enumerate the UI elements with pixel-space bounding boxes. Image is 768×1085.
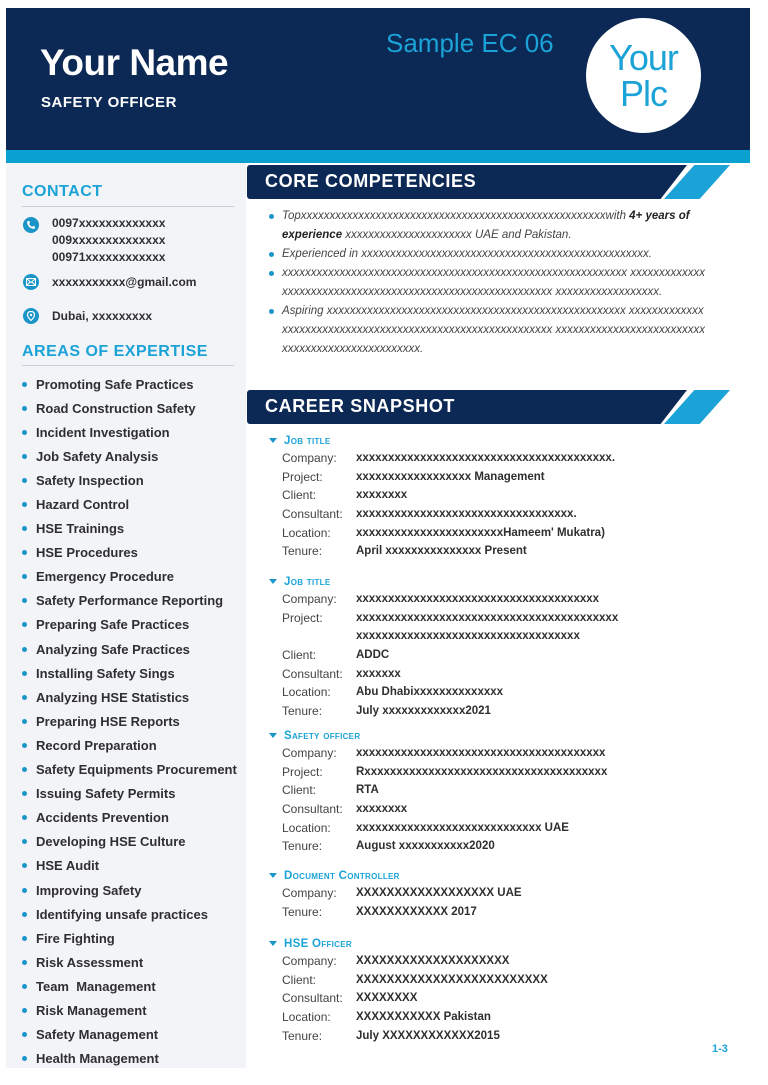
competency-item xyxy=(269,245,709,264)
job-title xyxy=(269,867,522,884)
detail-label: Project: xyxy=(282,469,323,484)
triangle-bullet-icon xyxy=(269,941,277,946)
detail-value: xxxxxxx xyxy=(356,667,401,680)
detail-value: ADDC xyxy=(356,649,390,662)
bullet-icon xyxy=(269,214,274,219)
bullet-icon xyxy=(22,960,27,965)
competency-emphasis: 4+ years of experience xyxy=(282,210,690,241)
detail-label: Tenure: xyxy=(282,904,323,919)
expertise-label: Record Preparation xyxy=(36,737,157,753)
detail-label: Tenure: xyxy=(282,544,323,559)
bullet-icon xyxy=(22,839,27,844)
detail-label: Client: xyxy=(282,488,317,503)
bullet-icon xyxy=(22,478,27,483)
expertise-label: Emergency Procedure xyxy=(36,569,175,585)
header-accent-stripe xyxy=(6,150,750,163)
job-detail-row xyxy=(269,468,615,487)
bullet-icon xyxy=(22,454,27,459)
detail-label: Company: xyxy=(282,451,337,466)
bullet-icon xyxy=(22,767,27,772)
expertise-item xyxy=(22,589,246,613)
detail-value: xxxxxxxxxxxxxxxxxxxxxxxxxxxxxxxxxxxxxxx xyxy=(356,747,606,760)
expertise-label: Preparing HSE Reports xyxy=(36,713,180,729)
expertise-heading: AREAS OF EXPERTISE xyxy=(22,343,208,360)
detail-value: xxxxxxxxxxxxxxxxxxxxxxxxxxxxxxxxxxxxxx xyxy=(356,593,600,606)
detail-label: Client: xyxy=(282,648,317,663)
competency-item xyxy=(269,264,709,302)
job-title xyxy=(269,432,615,449)
expertise-label: Hazard Control xyxy=(36,497,130,513)
logo-line-2: Plc xyxy=(619,72,667,114)
bullet-icon xyxy=(22,888,27,893)
expertise-label: HSE Audit xyxy=(36,858,100,874)
expertise-item xyxy=(22,637,246,661)
phone-icon xyxy=(23,217,39,233)
competency-text: xxxxxxxxxxxxxxxxxxxxxx UAE and Pakistan. xyxy=(342,229,572,241)
bullet-icon xyxy=(269,309,274,314)
bullet-icon xyxy=(22,1008,27,1013)
resume-page xyxy=(6,8,750,1068)
divider xyxy=(22,206,234,207)
expertise-label: Safety Equipments Procurement xyxy=(36,762,237,778)
bullet-icon xyxy=(22,912,27,917)
job-title-text: HSE Officer xyxy=(284,937,352,950)
competency-text: xxxxxxxxxxxxxxxxxxxxxxxxxxxxxxxxxxxxxxxxxxxxxxxxxxxxxxxxxxxx xxxxxxxxxxxxxxxxxxxxxxxxxxxxxxxxxxxxxxxxxxxxxxxxxxxxxxxxxxxx xxxxxxxxxxxxxxxxxx. xyxy=(282,267,705,298)
location-pin-icon xyxy=(23,308,39,324)
expertise-label: Analyzing HSE Statistics xyxy=(36,689,190,705)
job-detail-row xyxy=(269,486,615,505)
detail-label: Consultant: xyxy=(282,666,343,681)
job-entry xyxy=(269,432,615,561)
job-detail-row xyxy=(269,664,618,683)
detail-value: July XXXXXXXXXXXX2015 xyxy=(356,1029,500,1042)
bullet-icon xyxy=(22,502,27,507)
detail-value: April xxxxxxxxxxxxxxx Present xyxy=(356,545,527,558)
contact-heading: CONTACT xyxy=(22,183,103,200)
detail-value: XXXXXXXXXXXXXXXXXX UAE xyxy=(356,887,522,900)
bullet-icon xyxy=(22,647,27,652)
detail-value: xxxxxxxxxxxxxxxxxxxxxxxxxxxxxxxxxxxxxxxx. xyxy=(356,452,616,465)
detail-value: XXXXXXXXXXXXXXXXXXXXXXXXX xyxy=(356,973,548,986)
bullet-icon xyxy=(22,815,27,820)
detail-value: xxxxxxxxxxxxxxxxxxxxxxxxxxxxxxxxxx. xyxy=(356,508,577,521)
job-detail-row xyxy=(269,800,607,819)
candidate-role: SAFETY OFFICER xyxy=(41,94,177,111)
job-detail-row xyxy=(269,971,548,990)
job-detail-row xyxy=(269,763,607,782)
expertise-label: Job Safety Analysis xyxy=(36,448,159,464)
competency-item xyxy=(269,207,709,245)
job-entry xyxy=(269,935,548,1045)
expertise-label: Health Management xyxy=(36,1051,159,1067)
expertise-item xyxy=(22,517,246,541)
sample-label: Sample EC 06 xyxy=(386,28,554,58)
career-snapshot-header xyxy=(247,390,687,424)
expertise-item xyxy=(22,685,246,709)
competency-text: Aspiring xxxxxxxxxxxxxxxxxxxxxxxxxxxxxxxxxxxxxxxxxxxxxxxxxxxx xxxxxxxxxxxxxxxxxxxxxxxxxxxxxxxxxxxxxxxxxxxxxxxxxxxxxxxxxxxx xxxxxxxxxxxxxxxxxxxxxxxxxxxxxxxxxxxxxxxxxxxxxxxxxx. xyxy=(282,305,705,355)
job-title-text: Job title xyxy=(284,575,331,588)
detail-label: Location: xyxy=(282,1010,331,1025)
job-detail-row xyxy=(269,449,615,468)
job-title-text: Safety officer xyxy=(284,729,361,742)
bullet-icon xyxy=(22,526,27,531)
expertise-label: Identifying unsafe practices xyxy=(36,906,208,922)
bullet-icon xyxy=(22,791,27,796)
detail-label: Project: xyxy=(282,610,323,625)
bullet-icon xyxy=(22,984,27,989)
job-detail-row xyxy=(269,590,618,609)
bullet-icon xyxy=(22,382,27,387)
detail-value: July xxxxxxxxxxxxx2021 xyxy=(356,704,491,717)
job-detail-row xyxy=(269,884,522,903)
expertise-item xyxy=(22,396,246,420)
expertise-item xyxy=(22,974,246,998)
phone-2[interactable]: 009xxxxxxxxxxxxxx xyxy=(52,233,166,247)
expertise-item xyxy=(22,468,246,492)
detail-value: xxxxxxxxxxxxxxxxxxxxxxxxxxxxxxxxxxx xyxy=(356,630,580,643)
bullet-icon xyxy=(22,719,27,724)
bullet-icon xyxy=(22,671,27,676)
expertise-label: Safety Performance Reporting xyxy=(36,593,224,609)
detail-label: Tenure: xyxy=(282,1028,323,1043)
detail-label: Project: xyxy=(282,764,323,779)
phone-1[interactable]: 0097xxxxxxxxxxxxx xyxy=(52,216,166,230)
core-competencies-list xyxy=(269,207,709,359)
bullet-icon xyxy=(22,695,27,700)
detail-label: Location: xyxy=(282,685,331,700)
detail-value: xxxxxxxxxxxxxxxxxx Management xyxy=(356,470,545,483)
detail-label: Consultant: xyxy=(282,507,343,522)
expertise-item xyxy=(22,854,246,878)
job-detail-row xyxy=(269,952,548,971)
bullet-icon xyxy=(22,430,27,435)
detail-value: RTA xyxy=(356,784,379,797)
expertise-item xyxy=(22,372,246,396)
job-title xyxy=(269,727,607,744)
logo-line-1: Your xyxy=(609,36,678,78)
bullet-icon xyxy=(22,622,27,627)
expertise-label: HSE Trainings xyxy=(36,521,125,537)
triangle-bullet-icon xyxy=(269,733,277,738)
expertise-item xyxy=(22,902,246,926)
detail-value: August xxxxxxxxxxx2020 xyxy=(356,840,495,853)
expertise-label: Safety Management xyxy=(36,1027,159,1043)
detail-value: xxxxxxxxxxxxxxxxxxxxxxxxxxxxx UAE xyxy=(356,821,569,834)
detail-value: XXXXXXXX xyxy=(356,992,418,1005)
expertise-item xyxy=(22,661,246,685)
section-title: CAREER SNAPSHOT xyxy=(265,396,456,416)
expertise-label: HSE Procedures xyxy=(36,545,138,561)
detail-value: Rxxxxxxxxxxxxxxxxxxxxxxxxxxxxxxxxxxxxxx xyxy=(356,765,608,778)
job-title-text: Document Controller xyxy=(284,869,400,882)
detail-value: XXXXXXXXXXXXXXXXXXXX xyxy=(356,955,510,968)
expertise-list xyxy=(22,372,246,1071)
detail-label: Company: xyxy=(282,592,337,607)
job-detail-row xyxy=(269,744,607,763)
detail-value: xxxxxxxxxxxxxxxxxxxxxxxxxxxxxxxxxxxxxxxxx xyxy=(356,611,619,624)
detail-label: Company: xyxy=(282,954,337,969)
bullet-icon xyxy=(22,598,27,603)
bullet-icon xyxy=(269,271,274,276)
expertise-item xyxy=(22,492,246,516)
expertise-label: Accidents Prevention xyxy=(36,810,169,826)
job-entry xyxy=(269,867,522,921)
job-detail-row xyxy=(269,683,618,702)
detail-label: Tenure: xyxy=(282,839,323,854)
job-entry xyxy=(269,727,607,856)
bullet-icon xyxy=(269,252,274,257)
location: Dubai, xxxxxxxxx xyxy=(52,309,153,323)
job-entry xyxy=(269,573,618,720)
candidate-name: Your Name xyxy=(40,42,229,83)
expertise-label: Improving Safety xyxy=(36,882,142,898)
expertise-item xyxy=(22,758,246,782)
expertise-label: Risk Management xyxy=(36,1002,147,1018)
company-logo xyxy=(586,18,701,133)
expertise-label: Incident Investigation xyxy=(36,424,170,440)
phone-numbers xyxy=(52,215,165,266)
expertise-item xyxy=(22,878,246,902)
expertise-label: Road Construction Safety xyxy=(36,400,196,416)
job-detail-row xyxy=(269,989,548,1008)
bullet-icon xyxy=(22,406,27,411)
expertise-label: Risk Assessment xyxy=(36,954,144,970)
page-number: 1-3 xyxy=(712,1043,728,1055)
detail-label: Company: xyxy=(282,886,337,901)
job-detail-row xyxy=(269,702,618,721)
email-icon xyxy=(23,274,39,290)
competency-text: Experienced in xxxxxxxxxxxxxxxxxxxxxxxxxxxxxxxxxxxxxxxxxxxxxxxxxx. xyxy=(282,248,652,260)
expertise-item xyxy=(22,1047,246,1071)
detail-label: Client: xyxy=(282,972,317,987)
job-detail-row xyxy=(269,818,607,837)
job-detail-row xyxy=(269,523,615,542)
bullet-icon xyxy=(22,574,27,579)
detail-label: Location: xyxy=(282,525,331,540)
job-detail-row xyxy=(269,903,522,922)
detail-value: Abu Dhabixxxxxxxxxxxxxx xyxy=(356,686,504,699)
expertise-item xyxy=(22,420,246,444)
expertise-item xyxy=(22,926,246,950)
expertise-item xyxy=(22,565,246,589)
competency-text: Topxxxxxxxxxxxxxxxxxxxxxxxxxxxxxxxxxxxxxxxxxxxxxxxxxxxxxwith xyxy=(282,210,630,222)
expertise-label: Preparing Safe Practices xyxy=(36,617,190,633)
job-detail-row xyxy=(269,1026,548,1045)
expertise-label: Issuing Safety Permits xyxy=(36,786,176,802)
expertise-label: Safety Inspection xyxy=(36,472,144,488)
expertise-item xyxy=(22,733,246,757)
bullet-icon xyxy=(22,1056,27,1061)
expertise-item xyxy=(22,782,246,806)
job-title-text: Job title xyxy=(284,434,331,447)
job-detail-row xyxy=(269,646,618,665)
divider xyxy=(22,365,234,366)
expertise-label: Fire Fighting xyxy=(36,930,115,946)
expertise-item xyxy=(22,950,246,974)
bullet-icon xyxy=(22,936,27,941)
expertise-label: Installing Safety Sings xyxy=(36,665,175,681)
expertise-item xyxy=(22,709,246,733)
expertise-label: Team Management xyxy=(36,978,156,994)
detail-label: Client: xyxy=(282,783,317,798)
phone-3[interactable]: 00971xxxxxxxxxxxx xyxy=(52,250,166,264)
job-detail-row xyxy=(269,837,607,856)
expertise-label: Developing HSE Culture xyxy=(36,834,186,850)
detail-value: xxxxxxxx xyxy=(356,803,408,816)
detail-label: Tenure: xyxy=(282,703,323,718)
detail-value: xxxxxxxxxxxxxxxxxxxxxxxHameem' Mukatra) xyxy=(356,526,605,539)
section-title: CORE COMPETENCIES xyxy=(265,171,477,191)
job-detail-row xyxy=(269,781,607,800)
detail-value: xxxxxxxx xyxy=(356,489,408,502)
detail-value: XXXXXXXXXXX Pakistan xyxy=(356,1011,491,1024)
job-detail-row xyxy=(269,505,615,524)
detail-label: Location: xyxy=(282,820,331,835)
detail-label: Consultant: xyxy=(282,802,343,817)
triangle-bullet-icon xyxy=(269,579,277,584)
bullet-icon xyxy=(22,863,27,868)
sidebar xyxy=(6,163,246,1068)
expertise-item xyxy=(22,806,246,830)
expertise-item xyxy=(22,613,246,637)
bullet-icon xyxy=(22,550,27,555)
detail-label: Consultant: xyxy=(282,991,343,1006)
expertise-item xyxy=(22,541,246,565)
expertise-item xyxy=(22,1023,246,1047)
job-detail-row xyxy=(269,542,615,561)
core-competencies-header xyxy=(247,165,687,199)
detail-label: Company: xyxy=(282,746,337,761)
job-title xyxy=(269,573,618,590)
bullet-icon xyxy=(22,743,27,748)
expertise-item xyxy=(22,444,246,468)
job-title xyxy=(269,935,548,952)
triangle-bullet-icon xyxy=(269,873,277,878)
expertise-item xyxy=(22,830,246,854)
job-detail-row xyxy=(269,627,618,646)
email-address[interactable]: xxxxxxxxxxx@gmail.com xyxy=(52,275,197,289)
expertise-label: Promoting Safe Practices xyxy=(36,376,194,392)
detail-value: XXXXXXXXXXXX 2017 xyxy=(356,905,477,918)
header-banner xyxy=(6,8,750,150)
competency-item xyxy=(269,302,709,359)
job-detail-row xyxy=(269,609,618,628)
bullet-icon xyxy=(22,1032,27,1037)
job-detail-row xyxy=(269,1008,548,1027)
expertise-label: Analyzing Safe Practices xyxy=(36,641,190,657)
triangle-bullet-icon xyxy=(269,438,277,443)
expertise-item xyxy=(22,998,246,1022)
